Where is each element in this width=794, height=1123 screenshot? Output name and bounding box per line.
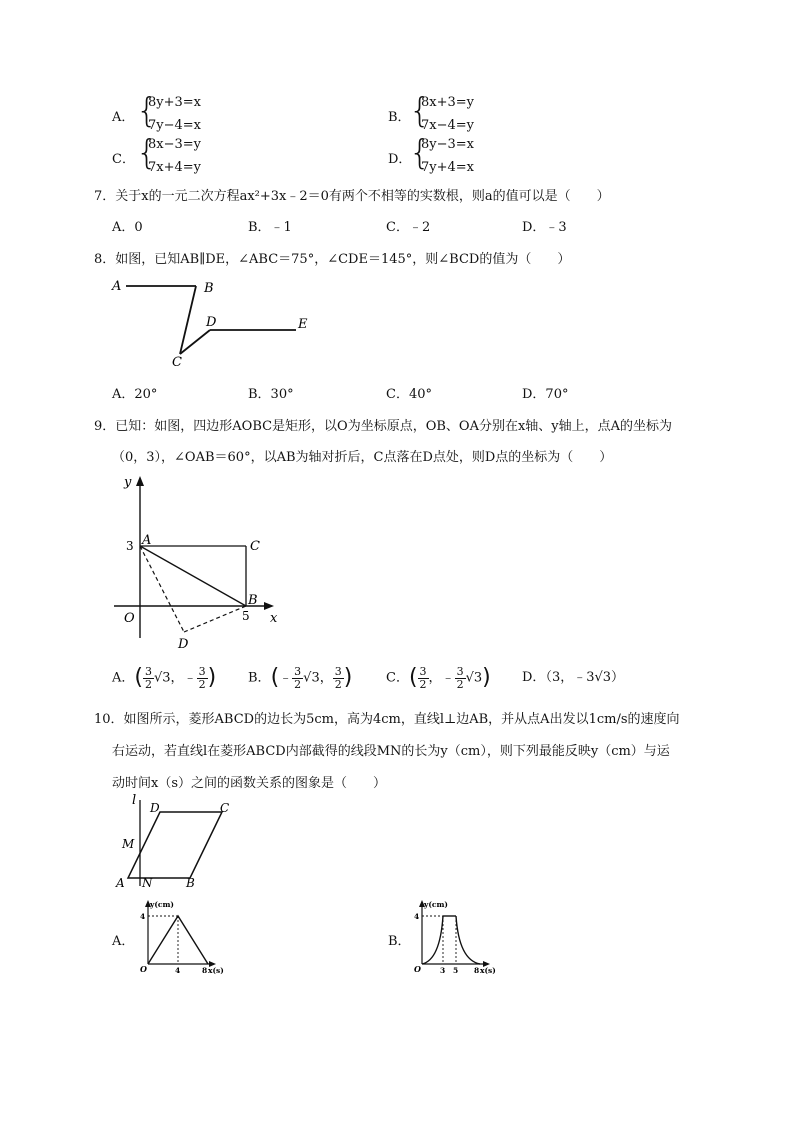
q9-tick-3: 3 bbox=[126, 539, 134, 553]
q9-option-d-label: D． bbox=[522, 670, 546, 685]
q9-option-c-label: C． bbox=[386, 670, 409, 686]
q10-a-tick-8: 8 bbox=[202, 966, 208, 975]
q9-a-den2: 2 bbox=[198, 677, 206, 691]
q10-option-a-graph bbox=[136, 898, 226, 976]
q8-label-a: A bbox=[112, 279, 122, 294]
q10-option-b-graph bbox=[410, 898, 500, 976]
q9-label-a: A bbox=[142, 533, 152, 548]
q9-label-d: D bbox=[178, 637, 189, 652]
q9-c-num1: 3 bbox=[419, 664, 427, 678]
q9-a-comma: ， bbox=[170, 670, 184, 686]
q9-c-num2: 3 bbox=[456, 664, 464, 678]
q6-option-a-eq2: 7y−4=x bbox=[148, 118, 202, 133]
q9-option-a-label: A． bbox=[112, 670, 135, 686]
q10-a-xlabel: x(s) bbox=[208, 966, 224, 975]
q8-option-a: A．20° bbox=[112, 387, 158, 402]
q6-option-d-brace: { bbox=[409, 133, 431, 173]
q10-b-ytick: 4 bbox=[414, 912, 420, 921]
q9-option-c: C．( $\frac{3}{2}$ ，﹣ $\frac{3}{2}$ √3) bbox=[386, 664, 491, 691]
q8-figure bbox=[108, 274, 328, 372]
q9-b-comma: ， bbox=[319, 670, 333, 686]
q10-label-a: A bbox=[116, 876, 125, 890]
q9-b-neg1: ﹣ bbox=[279, 670, 293, 686]
q9-c-den2: 2 bbox=[456, 677, 464, 691]
q7-option-c: C．﹣2 bbox=[386, 220, 431, 235]
q7-option-d: D．﹣3 bbox=[522, 220, 567, 235]
q6-option-c-eq2: 7x+4=y bbox=[148, 160, 202, 175]
q9-tick-5: 5 bbox=[242, 609, 250, 623]
q10-b-tick-5: 5 bbox=[453, 966, 459, 975]
q9-label-c: C bbox=[250, 539, 260, 554]
q7-option-b: B．﹣1 bbox=[248, 220, 292, 235]
q9-a-num2: 3 bbox=[198, 664, 206, 678]
q8-stem: 8．如图，已知AB∥DE，∠ABC＝75°，∠CDE＝145°，则∠BCD的值为（ ） bbox=[94, 252, 571, 267]
q10-stem-line2: 右运动，若直线l在菱形ABCD内部截得的线段MN的长为y（cm），则下列最能反映y（cm）与运 bbox=[112, 744, 670, 759]
q9-figure bbox=[108, 468, 288, 654]
q8-label-c: C bbox=[172, 355, 182, 370]
q9-b-sqrt: √3 bbox=[303, 670, 320, 686]
q10-a-ytick: 4 bbox=[140, 912, 146, 921]
q9-label-x: x bbox=[270, 611, 278, 626]
q9-b-num1: 3 bbox=[294, 664, 302, 678]
q9-c-comma: ， bbox=[428, 670, 442, 686]
q9-label-b: B bbox=[248, 593, 258, 608]
q9-option-b: B．(﹣ $\frac{3}{2}$ √3， $\frac{3}{2}$ ) bbox=[248, 664, 353, 691]
q9-option-d-text: （3，﹣3√3） bbox=[545, 670, 625, 685]
q9-c-den1: 2 bbox=[419, 677, 427, 691]
q6-option-b-brace: { bbox=[409, 91, 431, 131]
q10-b-origin: O bbox=[414, 964, 421, 974]
q9-option-d bbox=[522, 664, 624, 692]
q8-label-d: D bbox=[206, 315, 217, 330]
q6-option-d-eq1: 8y−3=x bbox=[421, 137, 475, 152]
q10-stem-line1: 10．如图所示，菱形ABCD的边长为5cm，高为4cm，直线l⊥边AB，并从点A出发以1cm/s的速度向 bbox=[94, 712, 680, 727]
q7-option-a: A．0 bbox=[112, 220, 143, 235]
q9-b-den1: 2 bbox=[294, 677, 302, 691]
q10-option-b-label: B． bbox=[388, 934, 411, 949]
q10-label-m: M bbox=[122, 837, 135, 851]
q10-b-ylabel: y(cm) bbox=[424, 900, 448, 909]
q6-option-c-label: C． bbox=[112, 152, 135, 167]
q6-option-d-eq2: 7y+4=x bbox=[421, 160, 475, 175]
q9-a-num1: 3 bbox=[144, 664, 152, 678]
q10-stem-line3: 动时间x（s）之间的函数关系的图象是（ ） bbox=[112, 776, 387, 791]
q9-stem-line1: 9．已知：如图，四边形AOBC是矩形，以O为坐标原点，OB、OA分别在x轴、y轴上，点A的坐标为 bbox=[94, 419, 673, 434]
q8-option-d: D．70° bbox=[522, 387, 569, 402]
q10-a-origin: O bbox=[140, 964, 147, 974]
q8-label-b: B bbox=[204, 281, 214, 296]
q8-option-b: B．30° bbox=[248, 387, 294, 402]
q6-option-a-label: A． bbox=[112, 110, 135, 125]
q10-label-c: C bbox=[220, 801, 230, 815]
q10-rhombus-figure bbox=[110, 790, 250, 892]
q9-b-den2: 2 bbox=[334, 677, 342, 691]
q9-a-neg: ﹣ bbox=[183, 670, 197, 686]
q9-label-y: y bbox=[124, 475, 132, 490]
q6-option-a-eq1: 8y+3=x bbox=[148, 95, 202, 110]
q9-c-sqrt: √3 bbox=[465, 670, 483, 686]
q10-b-tick-8: 8 bbox=[474, 966, 480, 975]
q9-stem-line2: （0，3），∠OAB＝60°，以AB为轴对折后，C点落在D点处，则D点的坐标为（ ） bbox=[112, 450, 613, 465]
q10-a-tick-4: 4 bbox=[175, 966, 181, 975]
q8-label-e: E bbox=[298, 317, 308, 332]
q10-option-a-label: A． bbox=[112, 934, 135, 949]
q10-a-ylabel: y(cm) bbox=[150, 900, 174, 909]
q8-option-c: C．40° bbox=[386, 387, 432, 402]
q6-option-c-eq1: 8x−3=y bbox=[148, 137, 202, 152]
q7-stem: 7．关于x的一元二次方程ax²+3x﹣2＝0有两个不相等的实数根，则a的值可以是（ ） bbox=[94, 189, 610, 204]
q6-option-b-label: B． bbox=[388, 110, 411, 125]
q9-b-num2: 3 bbox=[334, 664, 342, 678]
q9-label-o: O bbox=[124, 611, 135, 626]
q6-option-d-label: D． bbox=[388, 152, 412, 167]
q6-option-a-brace: { bbox=[136, 91, 158, 131]
q9-option-b-label: B． bbox=[248, 670, 271, 686]
q10-label-l: l bbox=[132, 793, 137, 808]
q6-option-b-eq1: 8x+3=y bbox=[421, 95, 475, 110]
q10-b-xlabel: x(s) bbox=[480, 966, 496, 975]
q9-c-neg: ﹣ bbox=[441, 670, 455, 686]
q6-option-c-brace: { bbox=[136, 133, 158, 173]
q10-label-d: D bbox=[150, 801, 160, 815]
q6-option-b-eq2: 7x−4=y bbox=[421, 118, 475, 133]
q10-label-b: B bbox=[186, 876, 195, 890]
q10-b-tick-3: 3 bbox=[440, 966, 446, 975]
q10-label-n: N bbox=[142, 876, 153, 890]
q9-option-a: A．( $\frac{3}{2}$ √3，﹣ $\frac{3}{2}$ ) bbox=[112, 664, 217, 691]
q9-a-den1: 2 bbox=[144, 677, 152, 691]
q9-a-sqrt: √3 bbox=[153, 670, 171, 686]
